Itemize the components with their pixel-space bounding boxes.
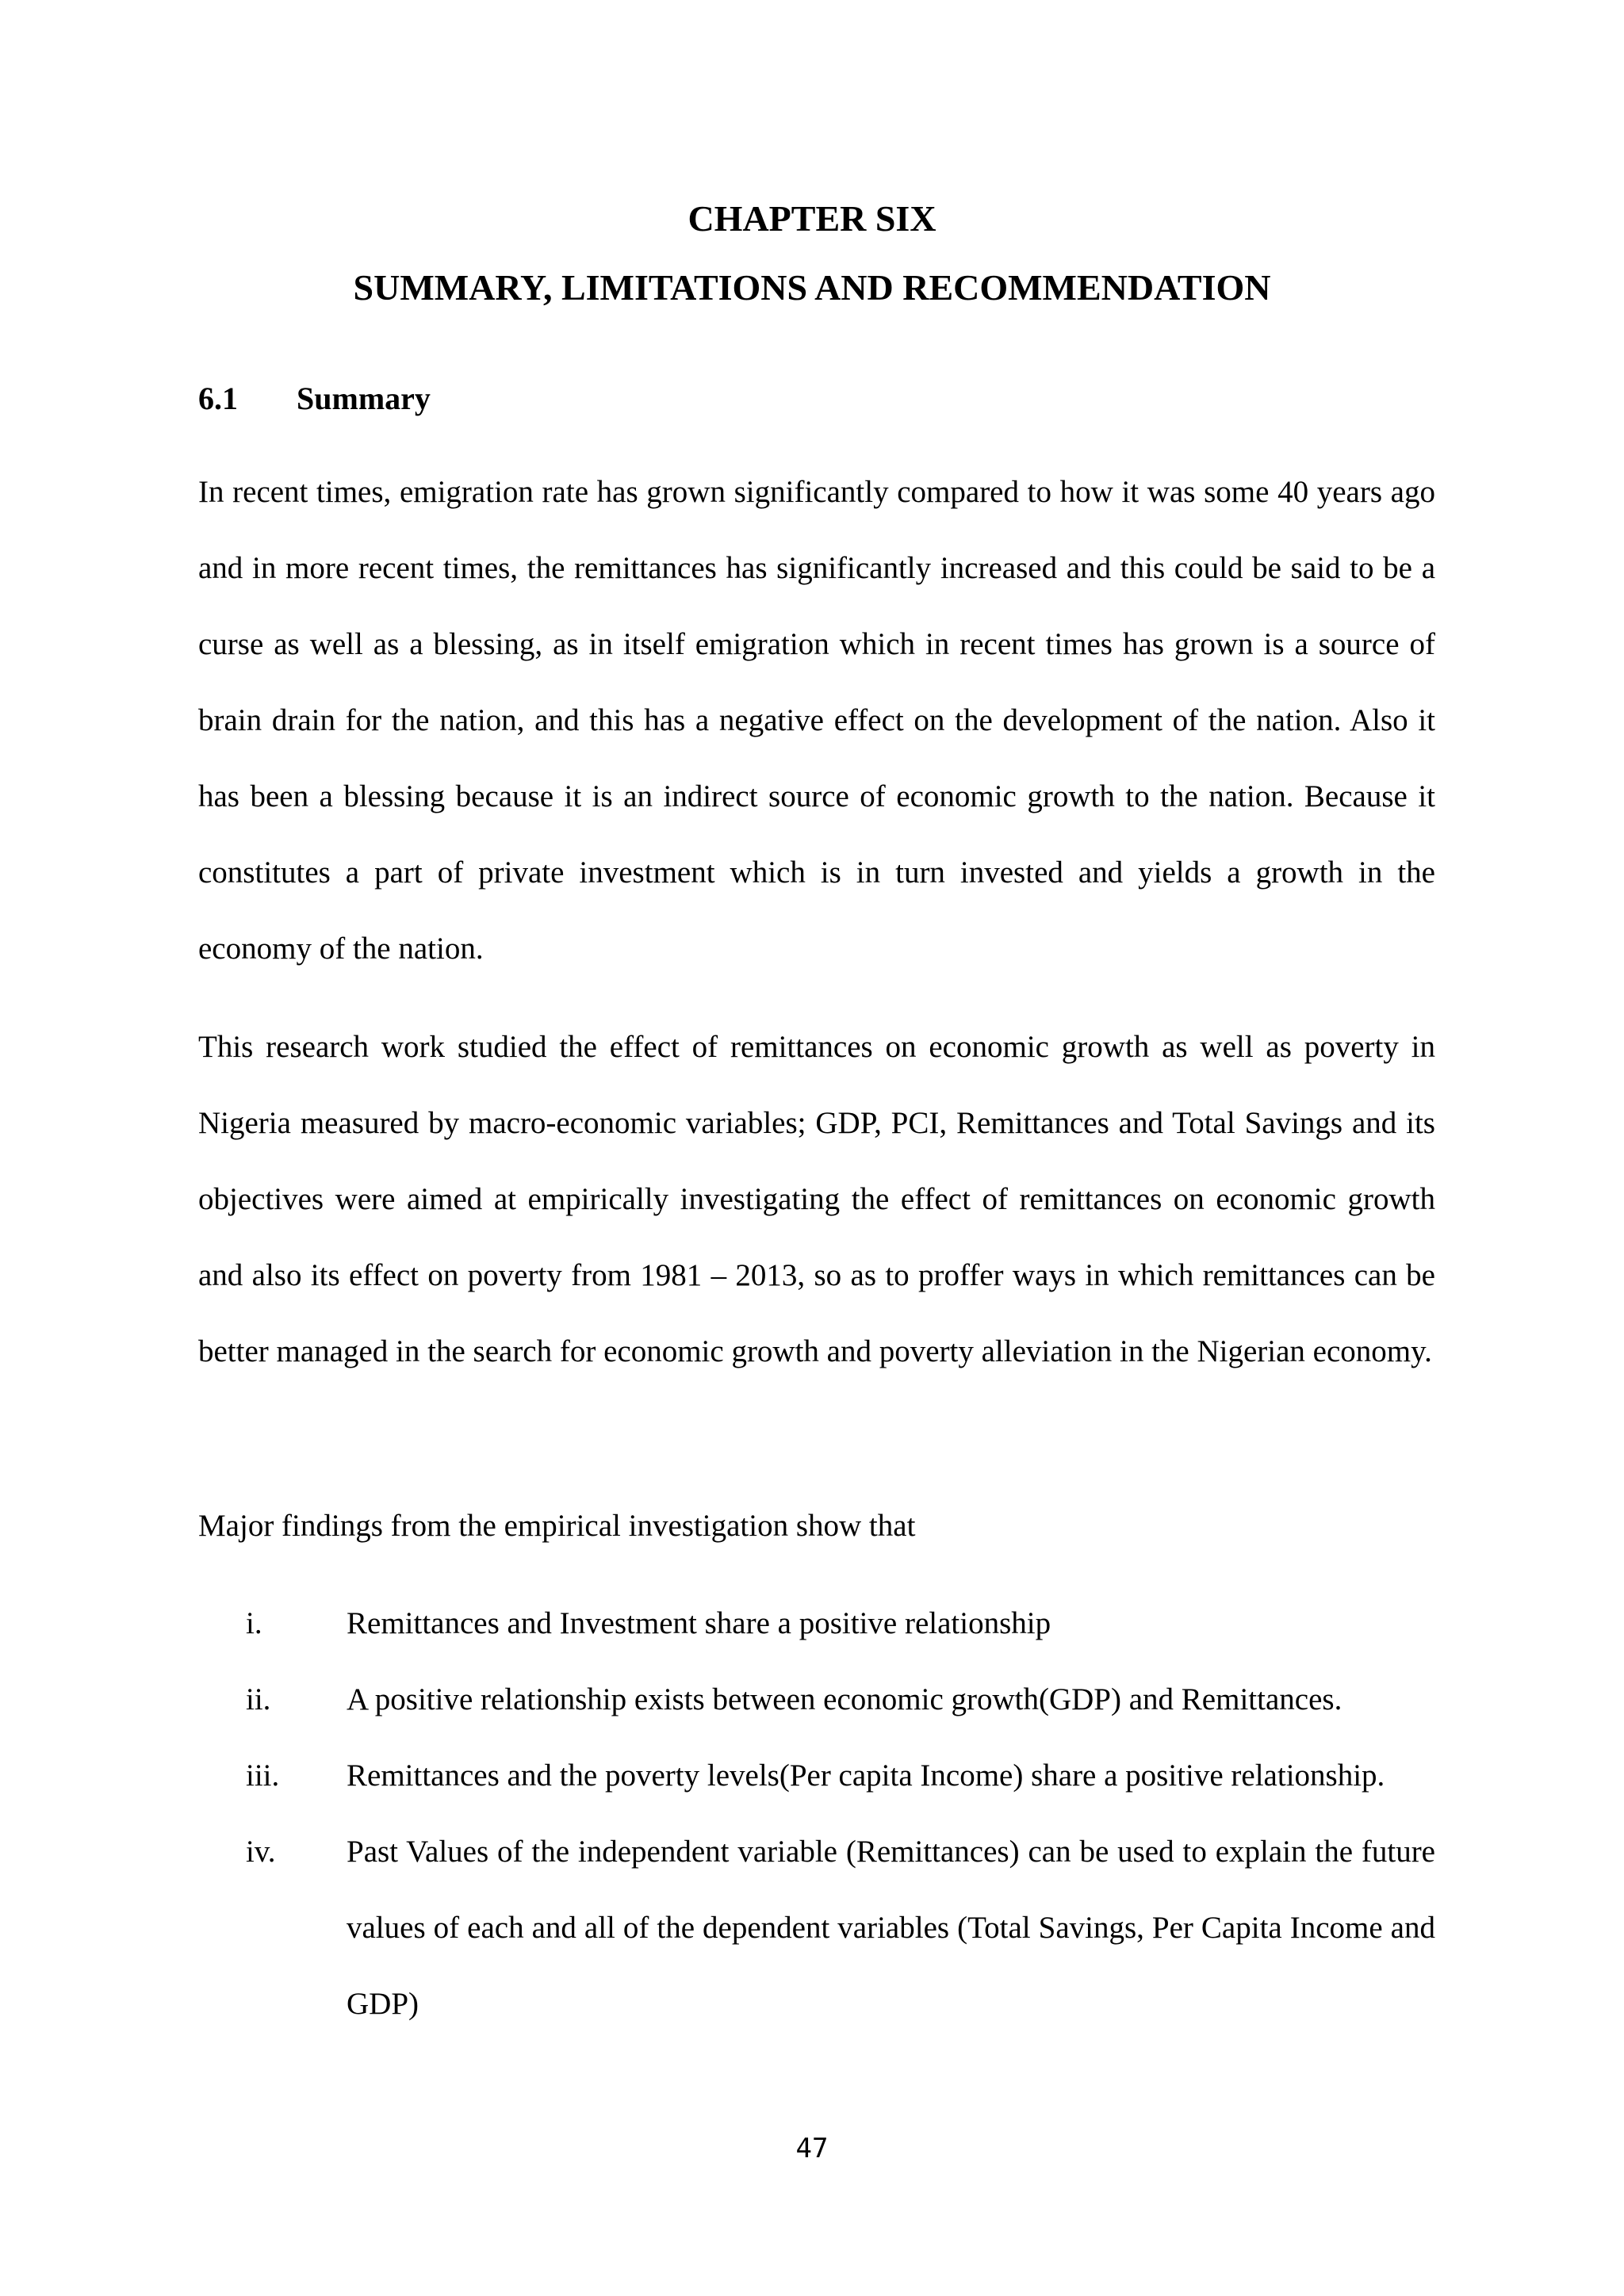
- finding-text: Remittances and Investment share a positive relationship: [347, 1606, 1051, 1640]
- finding-item: [198, 1738, 1435, 1814]
- section-title: Summary: [297, 381, 431, 416]
- paragraph-research-scope: This research work studied the effect of remittances on economic growth as well as poverty in Nigeria measured by macro-economic variables; GDP, PCI, Remittances and Total Savings and its objectives were aimed at empirically investigating the effect of remittances on economic growth and also its effect on poverty from 1981 – 2013, so as to proffer ways in which remittances can be better managed in the search for economic growth and poverty alleviation in the Nigerian economy.: [198, 1030, 1435, 1368]
- paragraph-emigration-remittances: In recent times, emigration rate has grown significantly compared to how it was some 40 years ago and in more recent times, the remittances has significantly increased and this could be said to be a curse as well as a blessing, as in itself emigration which in recent times has grown is a source of brain drain for the nation, and this has a negative effect on the development of the nation. Also it has been a blessing because it is an indirect source of economic growth to the nation. Because it constitutes a part of private investment which is in turn invested and yields a growth in the economy of the nation.: [198, 475, 1435, 966]
- finding-marker: iii.: [246, 1758, 280, 1793]
- finding-text: Past Values of the independent variable (Remittances) can be used to explain the future values of each and all of the dependent variables (Total Savings, Per Capita Income and GDP): [347, 1835, 1435, 2021]
- page-number: 47: [795, 2133, 829, 2164]
- chapter-subtitle: SUMMARY, LIMITATIONS AND RECOMMENDATION: [353, 267, 1271, 308]
- findings-list: [198, 1586, 1435, 2042]
- finding-item: [198, 1586, 1435, 1662]
- finding-marker: ii.: [246, 1682, 271, 1716]
- finding-marker: iv.: [246, 1835, 276, 1869]
- section-heading: [198, 379, 431, 419]
- paragraph-findings-intro: Major findings from the empirical investigation show that: [198, 1509, 916, 1543]
- section-number: 6.1: [198, 381, 238, 416]
- finding-item: [198, 1814, 1435, 2042]
- finding-marker: i.: [246, 1606, 262, 1640]
- finding-text: A positive relationship exists between economic growth(GDP) and Remittances.: [347, 1682, 1342, 1716]
- finding-text: Remittances and the poverty levels(Per capita Income) share a positive relationship.: [347, 1758, 1385, 1793]
- chapter-title: CHAPTER SIX: [688, 198, 936, 239]
- finding-item: [198, 1662, 1435, 1738]
